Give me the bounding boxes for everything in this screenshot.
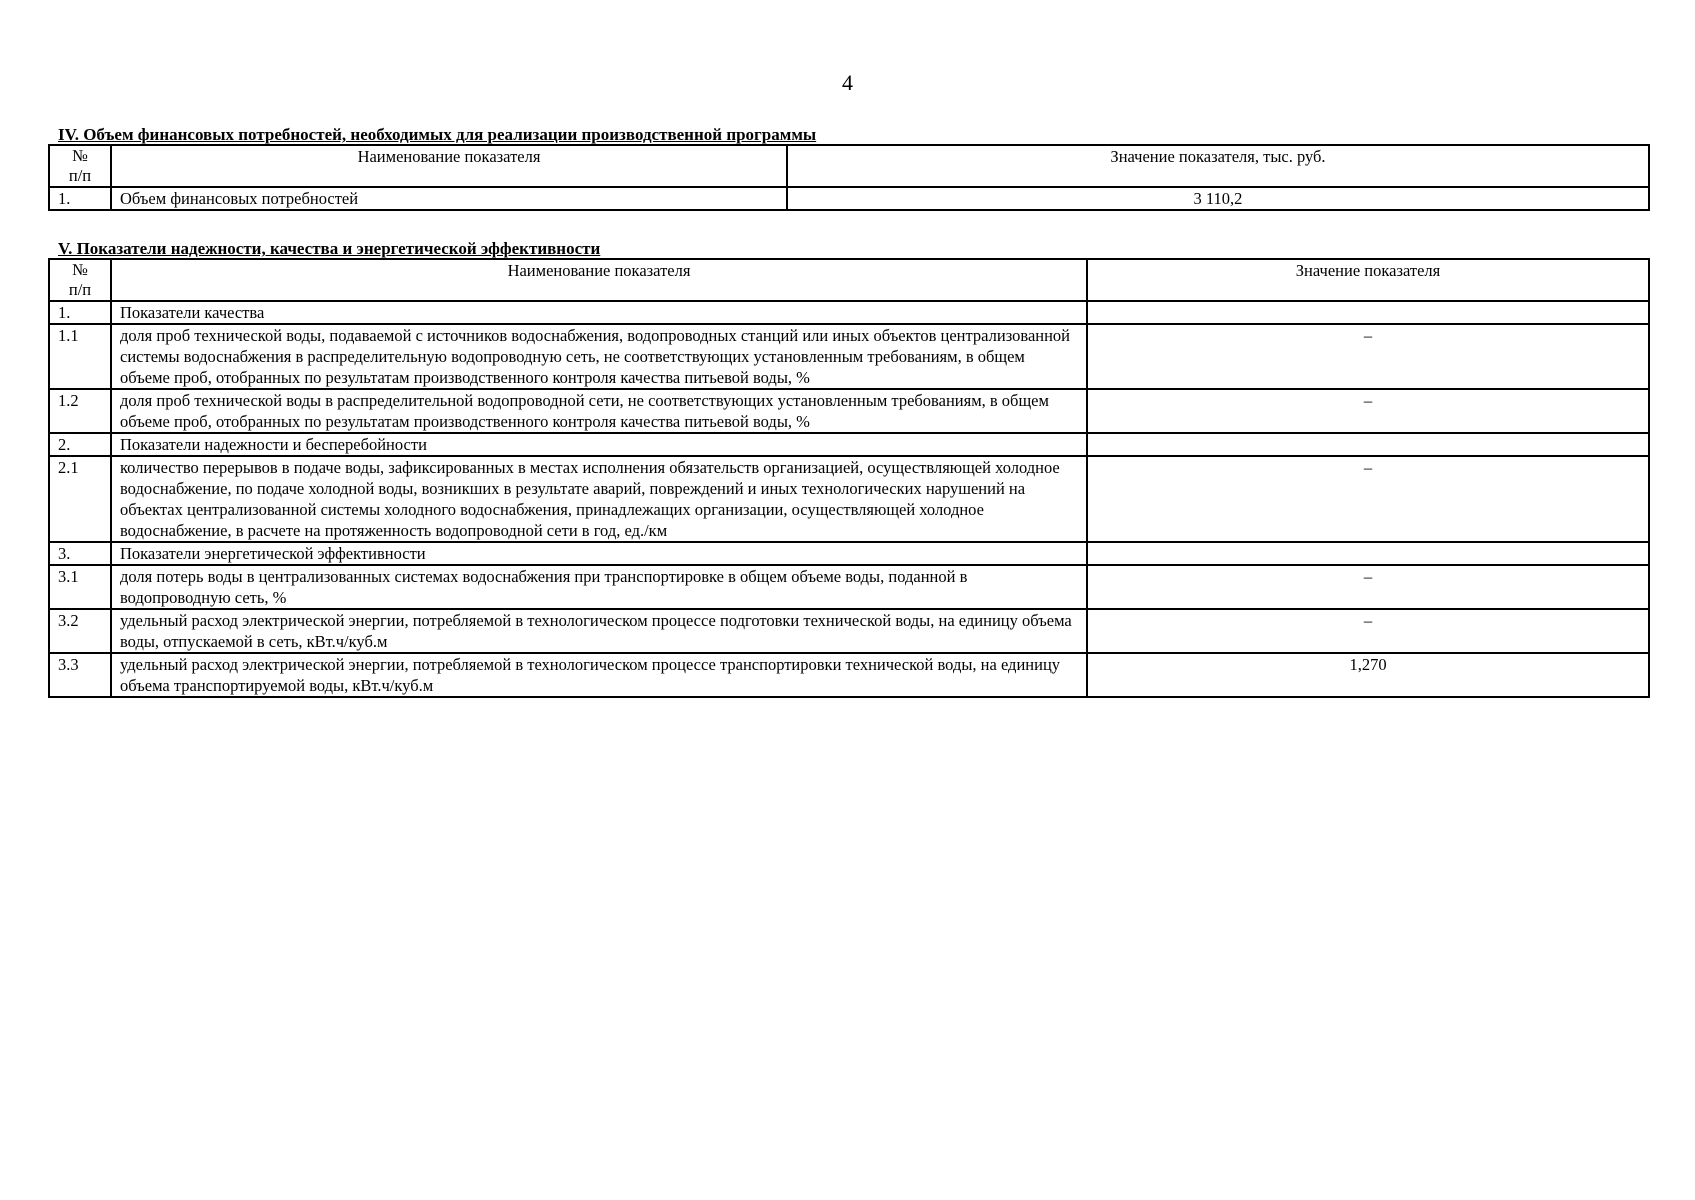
row-num: 3. (49, 542, 111, 565)
header-num-line1: № (72, 146, 88, 165)
row-name: доля проб технической воды, подаваемой с источников водоснабжения, водопроводных станций или иных объектов централизованной системы водоснабжения в распределительную водопроводную сеть, не соответствующих установленным требованиям, в общем объеме проб, отобранных по результатам производственного контроля качества питьевой воды, % (111, 324, 1087, 389)
row-name: количество перерывов в подаче воды, зафиксированных в местах исполнения обязательств организацией, осуществляющей холодное водоснабжение, по подаче холодной воды, возникших в результате аварий, повреждений и иных технологических нарушений на объектах централизованной системы холодного водоснабжения, принадлежащих организации, осуществляющей холодное водоснабжение, в расчете на протяженность водопроводной сети в год, ед./км (111, 456, 1087, 542)
section-v-title: V. Показатели надежности, качества и энергетической эффективности (58, 239, 601, 258)
header-value: Значение показателя (1087, 259, 1649, 301)
table-header-row (49, 259, 1649, 301)
row-name: доля потерь воды в централизованных системах водоснабжения при транспортировке в общем объеме воды, поданной в водопроводную сеть, % (111, 565, 1087, 609)
row-value (1087, 433, 1649, 456)
header-num-line2: п/п (68, 166, 92, 185)
row-value: – (1087, 565, 1649, 609)
row-value: 1,270 (1087, 653, 1649, 697)
header-value: Значение показателя, тыс. руб. (787, 145, 1649, 187)
section-reliability-indicators (48, 240, 1648, 698)
row-value: – (1087, 324, 1649, 389)
header-name: Наименование показателя (111, 259, 1087, 301)
row-name: Показатели энергетической эффективности (111, 542, 1087, 565)
row-value: 3 110,2 (787, 187, 1649, 210)
header-name: Наименование показателя (111, 145, 787, 187)
table-row (49, 456, 1649, 542)
table-row (49, 542, 1649, 565)
row-value: – (1087, 389, 1649, 433)
financial-needs-table (48, 144, 1650, 211)
row-num: 3.1 (49, 565, 111, 609)
row-num: 1. (49, 301, 111, 324)
reliability-indicators-table (48, 258, 1650, 698)
table-row (49, 389, 1649, 433)
row-value: – (1087, 456, 1649, 542)
row-value: – (1087, 609, 1649, 653)
row-num: 2.1 (49, 456, 111, 542)
table-row (49, 433, 1649, 456)
table-row (49, 324, 1649, 389)
table-row (49, 653, 1649, 697)
header-num (49, 145, 111, 187)
header-num-line2: п/п (68, 280, 92, 299)
section-iv-title: IV. Объем финансовых потребностей, необходимых для реализации производственной программы (58, 125, 817, 144)
table-row (49, 609, 1649, 653)
row-num: 3.2 (49, 609, 111, 653)
row-num: 1.1 (49, 324, 111, 389)
section-financial-needs (48, 126, 1648, 211)
row-name: удельный расход электрической энергии, потребляемой в технологическом процессе транспортировки технической воды, на единицу объема транспортируемой воды, кВт.ч/куб.м (111, 653, 1087, 697)
row-name: Показатели надежности и бесперебойности (111, 433, 1087, 456)
header-num-line1: № (72, 260, 88, 279)
header-num (49, 259, 111, 301)
row-value (1087, 542, 1649, 565)
table-row (49, 187, 1649, 210)
row-num: 3.3 (49, 653, 111, 697)
row-num: 1.2 (49, 389, 111, 433)
row-name: удельный расход электрической энергии, потребляемой в технологическом процессе подготовки технической воды, на единицу объема воды, отпускаемой в сеть, кВт.ч/куб.м (111, 609, 1087, 653)
page-number: 4 (842, 70, 853, 95)
row-num: 2. (49, 433, 111, 456)
table-row (49, 301, 1649, 324)
row-name: Показатели качества (111, 301, 1087, 324)
table-header-row (49, 145, 1649, 187)
row-name: Объем финансовых потребностей (111, 187, 787, 210)
table-row (49, 565, 1649, 609)
row-num: 1. (49, 187, 111, 210)
row-name: доля проб технической воды в распределительной водопроводной сети, не соответствующих установленным требованиям, в общем объеме проб, отобранных по результатам производственного контроля качества питьевой воды, % (111, 389, 1087, 433)
row-value (1087, 301, 1649, 324)
